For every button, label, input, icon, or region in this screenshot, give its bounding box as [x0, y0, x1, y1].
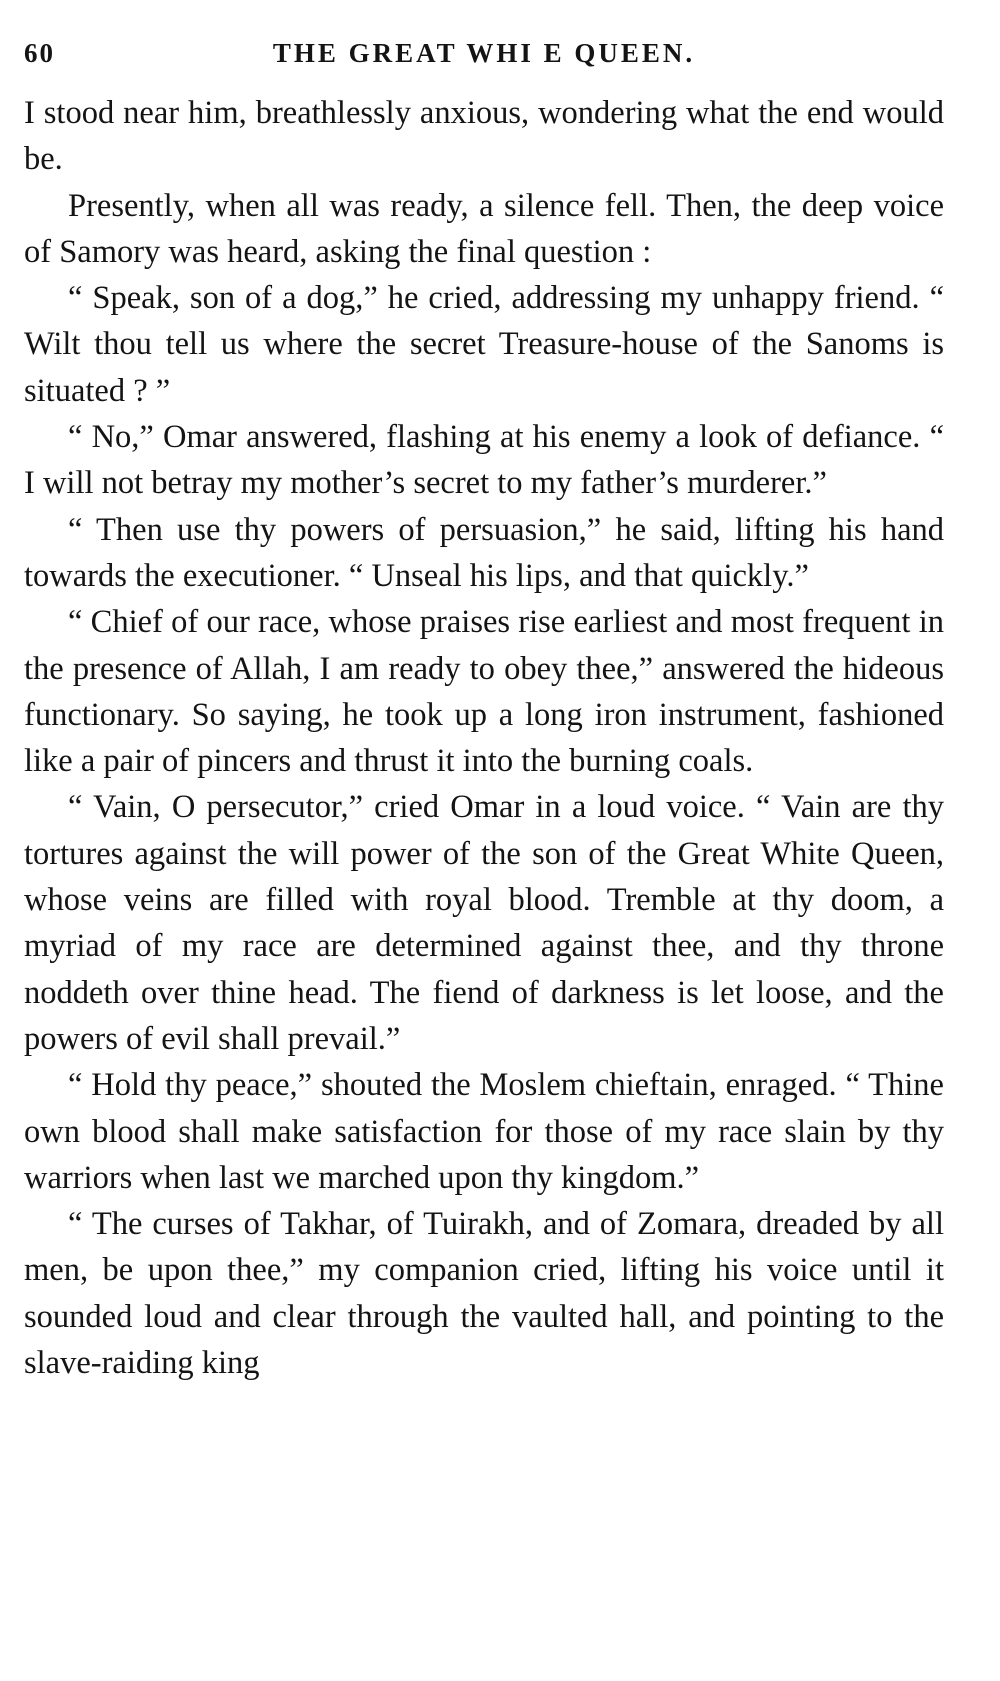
book-page	[24, 28, 944, 1386]
running-title: THE GREAT WHI E QUEEN.	[272, 38, 696, 68]
paragraph: I stood near him, breathlessly anxious, wondering what the end would be.	[24, 95, 944, 178]
paragraph: “ Vain, O persecutor,” cried Omar in a loud voice. “ Vain are thy tortures against the will power of the son of the Great White Queen, whose veins are filled with royal blood. Tremble at thy doom, a myriad of my race are determined against thee, and thy throne noddeth over thine head. The fiend of darkness is let loose, and the powers of evil shall prevail.”	[24, 789, 944, 1057]
paragraph: Presently, when all was ready, a silence fell. Then, the deep voice of Samory was heard, asking the final question :	[24, 187, 944, 270]
paragraph: “ Speak, son of a dog,” he cried, addressing my unhappy friend. “ Wilt thou tell us where the secret Treasure-house of the Sanoms is situated ? ”	[24, 280, 944, 409]
paragraph: “ The curses of Takhar, of Tuirakh, and of Zomara, dreaded by all men, be upon thee,” my companion cried, lifting his voice until it sounded loud and clear through the vaulted hall, and pointing to the slave-raiding king	[24, 1206, 944, 1382]
paragraph: “ Chief of our race, whose praises rise earliest and most frequent in the presence of Allah, I am ready to obey thee,” answered the hideous functionary. So saying, he took up a long iron instrument, fashioned like a pair of pincers and thrust it into the burning coals.	[24, 604, 944, 780]
paragraph: “ Hold thy peace,” shouted the Moslem chieftain, enraged. “ Thine own blood shall make satisfaction for those of my race slain by thy warriors when last we marched upon thy kingdom.”	[24, 1067, 944, 1196]
paragraph: “ Then use thy powers of persuasion,” he said, lifting his hand towards the executioner. “ Unseal his lips, and that quickly.”	[24, 511, 944, 594]
running-head	[24, 28, 944, 78]
body-text	[24, 90, 944, 1386]
page-number: 60	[24, 38, 55, 68]
paragraph: “ No,” Omar answered, flashing at his enemy a look of defiance. “ I will not betray my mother’s secret to my father’s murderer.”	[24, 419, 944, 502]
